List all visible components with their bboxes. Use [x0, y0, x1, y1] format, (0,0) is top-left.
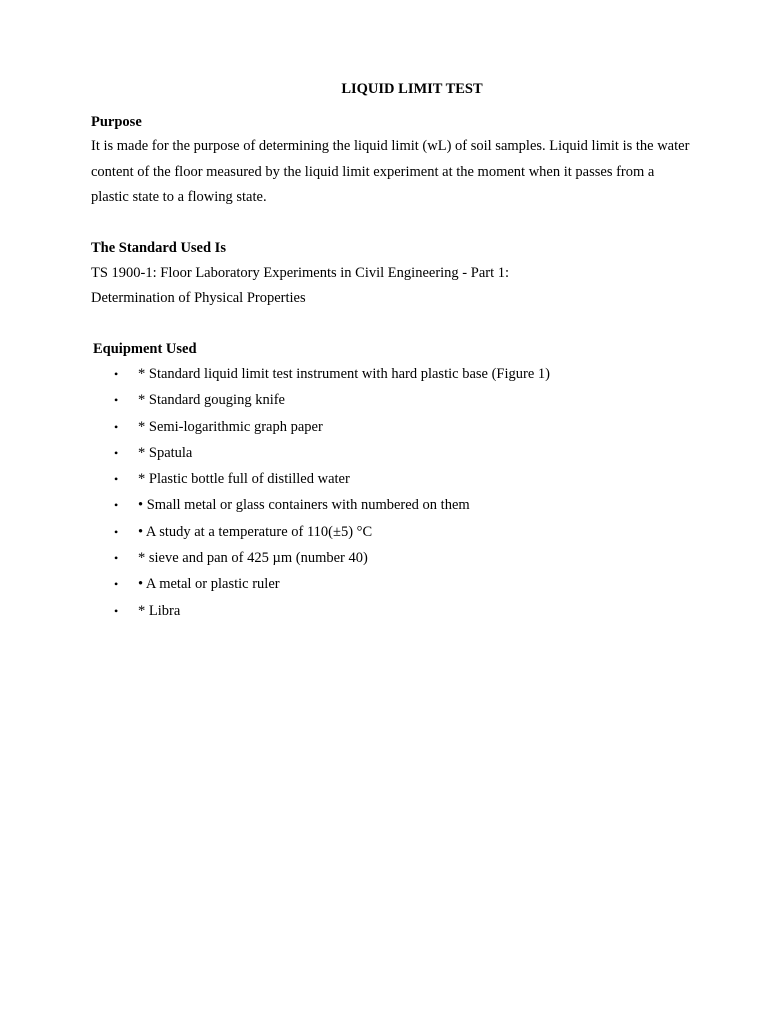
equipment-heading: Equipment Used [93, 341, 197, 357]
list-item [0, 496, 768, 522]
list-item-text: * sieve and pan of 425 µm (number 40) [138, 550, 368, 567]
bullet-icon: • [114, 419, 119, 434]
list-item [0, 602, 768, 628]
purpose-paragraph: It is made for the purpose of determining the liquid limit (wL) of soil samples. Liquid limit is the water content of the floor measured by the liquid limit experiment at the moment when it passes from a plastic state to a flowing state. [91, 138, 690, 205]
bullet-icon: • [114, 577, 119, 592]
purpose-heading: Purpose [91, 114, 142, 130]
list-item-text: * Libra [138, 602, 181, 619]
list-item [0, 523, 768, 549]
bullet-icon: • [114, 524, 119, 539]
list-item [0, 365, 768, 391]
list-item-text: * Semi-logarithmic graph paper [138, 418, 323, 435]
bullet-icon: • [114, 393, 119, 408]
list-item-text: • A study at a temperature of 110(±5) °C [138, 523, 373, 540]
bullet-icon: • [114, 551, 119, 566]
list-item [0, 418, 768, 444]
bullet-icon: • [114, 367, 119, 381]
list-item-text: • A metal or plastic ruler [138, 576, 280, 593]
list-item [0, 470, 768, 496]
list-item-text: * Spatula [138, 444, 193, 461]
bullet-icon: • [114, 603, 119, 618]
list-item [0, 575, 768, 601]
bullet-icon: • [114, 498, 119, 513]
document-title: LIQUID LIMIT TEST [341, 81, 483, 97]
bullet-icon: • [114, 472, 119, 487]
list-item-text: * Standard gouging knife [138, 392, 285, 409]
list-item [0, 549, 768, 575]
list-item-text: * Standard liquid limit test instrument with hard plastic base (Figure 1) [138, 366, 550, 382]
standard-line-1: TS 1900-1: Floor Laboratory Experiments in Civil Engineering - Part 1: [91, 265, 510, 281]
standard-heading: The Standard Used Is [91, 240, 226, 256]
bullet-icon: • [114, 445, 119, 460]
list-item-text: * Plastic bottle full of distilled water [138, 471, 350, 488]
list-item-text: • Small metal or glass containers with numbered on them [138, 497, 470, 514]
list-item [0, 444, 768, 470]
list-item [0, 391, 768, 417]
standard-line-2: Determination of Physical Properties [91, 290, 306, 306]
equipment-list [0, 365, 768, 628]
